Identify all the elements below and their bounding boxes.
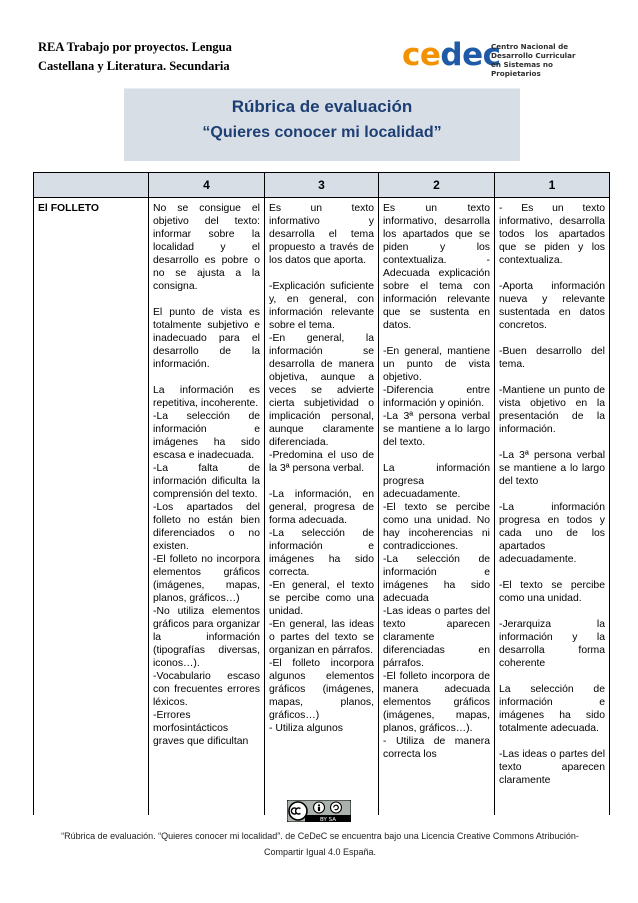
descriptor: Es un texto informativo, desarrolla los apartados que se piden y los contextualiza. -Adecuada explicación sobre el tema con información relevante que se sustenta en datos.	[383, 203, 490, 331]
descriptor: -El folleto incorpora de manera adecuada elementos gráficos (imágenes, mapas, planos, gráficos…).	[383, 671, 490, 734]
row-label-folleto: El FOLLETO	[38, 203, 99, 214]
level-1-header: 1	[495, 172, 609, 198]
level-1-column	[494, 172, 610, 815]
level-3-header: 3	[265, 172, 378, 198]
level-3-column	[264, 172, 378, 815]
descriptor: -La información, en general, progresa de forma adecuada.	[269, 489, 374, 526]
descriptor: La información es repetitiva, incoherente.	[153, 385, 260, 409]
descriptor: - Utiliza algunos	[269, 723, 343, 734]
rubric-table	[33, 172, 610, 815]
descriptor: -La selección de información e imágenes ha sido correcta.	[269, 528, 374, 578]
descriptor: -Mantiene un punto de vista objetivo en la presentación de la información.	[499, 385, 605, 435]
descriptor: -Explicación suficiente y, en general, con información relevante sobre el tema.	[269, 281, 374, 331]
descriptor: -Diferencia entre información y opinión.	[383, 385, 490, 409]
header-line-2: Castellana y Literatura. Secundaria	[38, 59, 230, 73]
tagline-line-3: en Sistemas no Propietarios	[491, 60, 553, 78]
descriptor: - Utiliza de manera correcta los	[383, 736, 490, 760]
descriptor: -En general, la información se desarrolla de manera objetiva, aunque a veces se advierte cierta subjetividad o implicación personal, aunque claramente diferenciada.	[269, 333, 374, 448]
rubric-subtitle: “Quieres conocer mi localidad”	[202, 124, 442, 141]
descriptor: - Es un texto informativo, desarrolla todos los apartados que se piden y los contextualiza.	[499, 203, 605, 266]
header-line-1: REA Trabajo por proyectos. Lengua	[38, 40, 232, 54]
descriptor: -Errores morfosintácticos graves que dificultan	[153, 710, 249, 747]
level-4-column	[148, 172, 264, 815]
descriptor: -Vocabulario escaso con frecuentes errores léxicos.	[153, 671, 260, 708]
cedec-logo	[402, 36, 602, 76]
descriptor: No se consigue el objetivo del texto: informar sobre la localidad y el desarrollo es pobre o no se ajusta a la consigna.	[153, 203, 260, 292]
descriptor: La información progresa adecuadamente.	[383, 463, 490, 500]
descriptor: -Predomina el uso de la 3ª persona verbal.	[269, 450, 374, 474]
cc-label: BY SA	[320, 817, 336, 822]
descriptor: -En general, el texto se percibe como una unidad.	[269, 580, 374, 617]
descriptor: -La información progresa en todos y cada uno de los apartados adecuadamente.	[499, 502, 605, 565]
level-2-column	[378, 172, 494, 815]
rubric-title: Rúbrica de evaluación	[231, 97, 413, 116]
level-2-header: 2	[379, 172, 494, 198]
tagline-line-1: Centro Nacional de	[491, 42, 569, 51]
criteria-header	[34, 172, 148, 198]
descriptor: -Aporta información nueva y relevante sustentada en datos concretos.	[499, 281, 605, 331]
rubric-title-banner	[124, 88, 520, 161]
descriptor: -En general, mantiene un punto de vista objetivo.	[383, 346, 490, 383]
cedec-tagline	[491, 42, 602, 78]
descriptor: -El texto se percibe como una unidad. No hay incoherencias ni contradicciones.	[383, 502, 490, 552]
descriptor: Es un texto informativo y desarrolla el tema propuesto a través de los datos que aporta.	[269, 203, 374, 266]
descriptor: -En general, las ideas o partes del texto se organizan en párrafos.	[269, 619, 374, 656]
level-3-descriptors	[265, 198, 378, 814]
descriptor: -Las ideas o partes del texto aparecen claramente diferenciadas en párrafos.	[383, 606, 490, 669]
cc-by-sa-icon	[287, 800, 351, 822]
descriptor: El punto de vista es totalmente subjetivo e inadecuado para el desarrollo de la información.	[153, 307, 260, 370]
document-header-title	[38, 38, 278, 76]
level-2-descriptors	[379, 198, 494, 814]
level-4-header: 4	[149, 172, 264, 198]
descriptor: -La 3ª persona verbal se mantiene a lo largo del texto	[499, 450, 605, 487]
descriptor: -Jerarquiza la información y la desarrolla forma coherente	[499, 619, 605, 669]
license-footer: “Rúbrica de evaluación. “Quieres conocer mi localidad”. de CeDeC se encuentra bajo una Licencia Creative Commons Atribución-Compartir Igual 4.0 España.	[61, 831, 579, 857]
descriptor: -Las ideas o partes del texto aparecen claramente	[499, 749, 605, 786]
descriptor: -No utiliza elementos gráficos para organizar la información (tipografías diversas, iconos…).	[153, 606, 260, 669]
descriptor: -Los apartados del folleto no están bien diferenciados o no existen.	[153, 502, 260, 552]
cedec-wordmark	[402, 36, 501, 74]
criteria-column	[33, 172, 148, 815]
level-1-descriptors	[495, 198, 609, 814]
descriptor: -La selección de información e imágenes ha sido adecuada	[383, 554, 490, 604]
descriptor: -Buen desarrollo del tema.	[499, 346, 605, 370]
creative-commons-badge[interactable]	[287, 800, 351, 822]
wordmark-blue: dec	[440, 37, 501, 73]
descriptor: -El texto se percibe como una unidad.	[499, 580, 605, 604]
descriptor: -El folleto no incorpora elementos gráficos (imágenes, mapas, planos, gráficos…)	[153, 554, 260, 604]
tagline-line-2: Desarrollo Curricular	[491, 51, 576, 60]
descriptor: -La selección de información e imágenes ha sido escasa e inadecuada.	[153, 411, 260, 461]
wordmark-orange: ce	[402, 37, 441, 73]
descriptor: -El folleto incorpora algunos elementos gráficos (imágenes, mapas, planos, gráficos…)	[269, 658, 374, 721]
descriptor: -La falta de información dificulta la comprensión del texto.	[153, 463, 260, 500]
descriptor: La selección de información e imágenes ha sido totalmente adecuada.	[499, 684, 605, 734]
level-4-descriptors	[149, 198, 264, 814]
descriptor: -La 3ª persona verbal se mantiene a lo largo del texto.	[383, 411, 490, 448]
